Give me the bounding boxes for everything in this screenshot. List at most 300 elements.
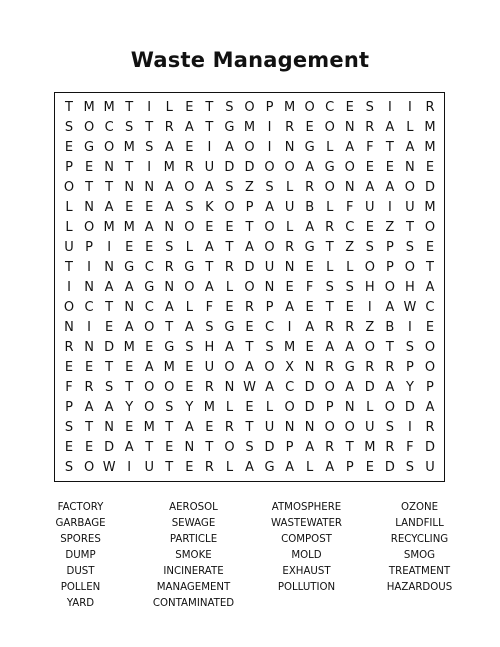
grid-letter[interactable]: O	[264, 360, 275, 376]
grid-letter[interactable]: E	[64, 139, 74, 155]
grid-letter[interactable]: P	[345, 460, 354, 476]
grid-letter[interactable]: T	[205, 440, 214, 456]
grid-letter[interactable]: D	[224, 159, 235, 175]
grid-letter[interactable]: X	[285, 360, 295, 376]
grid-letter[interactable]: T	[165, 420, 174, 436]
grid-letter[interactable]: T	[325, 239, 334, 255]
grid-letter[interactable]: S	[64, 119, 74, 135]
grid-letter[interactable]: N	[224, 380, 235, 396]
grid-letter[interactable]: M	[364, 440, 376, 456]
grid-letter[interactable]: R	[285, 119, 295, 135]
grid-letter[interactable]: A	[285, 460, 295, 476]
grid-letter[interactable]: G	[324, 159, 335, 175]
grid-letter[interactable]: F	[205, 300, 214, 316]
grid-letter[interactable]: E	[385, 159, 394, 175]
grid-letter[interactable]: R	[425, 99, 435, 115]
grid-letter[interactable]: N	[264, 279, 275, 295]
grid-letter[interactable]: P	[85, 239, 93, 255]
grid-letter[interactable]: T	[125, 99, 134, 115]
grid-letter[interactable]: L	[65, 199, 73, 215]
grid-letter[interactable]: F	[366, 139, 374, 155]
grid-letter[interactable]: T	[125, 380, 134, 396]
grid-letter[interactable]: G	[184, 259, 195, 275]
grid-letter[interactable]: G	[144, 279, 155, 295]
grid-letter[interactable]: O	[344, 420, 355, 436]
grid-letter[interactable]: T	[105, 179, 114, 195]
grid-letter[interactable]: E	[64, 360, 74, 376]
grid-letter[interactable]: H	[364, 279, 375, 295]
grid-letter[interactable]: S	[225, 99, 234, 115]
grid-letter[interactable]: M	[283, 99, 296, 115]
grid-letter[interactable]: M	[203, 400, 215, 416]
grid-letter[interactable]: S	[145, 139, 154, 155]
grid-letter[interactable]: C	[104, 119, 114, 135]
grid-letter[interactable]: D	[104, 440, 115, 456]
grid-letter[interactable]: A	[245, 239, 254, 255]
grid-letter[interactable]: E	[84, 440, 94, 456]
grid-letter[interactable]: I	[147, 99, 152, 115]
grid-letter[interactable]: A	[345, 380, 355, 396]
grid-letter[interactable]: F	[305, 279, 314, 295]
grid-letter[interactable]: D	[364, 380, 375, 396]
grid-letter[interactable]: O	[304, 99, 315, 115]
grid-letter[interactable]: I	[207, 139, 212, 155]
grid-letter[interactable]: A	[345, 340, 355, 356]
grid-letter[interactable]: E	[305, 300, 314, 316]
grid-letter[interactable]: E	[185, 460, 194, 476]
grid-letter[interactable]: N	[144, 179, 155, 195]
grid-letter[interactable]: T	[205, 99, 214, 115]
grid-letter[interactable]: G	[344, 360, 355, 376]
grid-letter[interactable]: E	[425, 239, 435, 255]
grid-letter[interactable]: O	[83, 460, 95, 476]
grid-letter[interactable]: T	[245, 420, 254, 436]
grid-letter[interactable]: A	[164, 300, 174, 316]
grid-letter[interactable]: S	[165, 400, 174, 416]
grid-letter[interactable]: L	[185, 300, 193, 316]
grid-letter[interactable]: C	[144, 259, 154, 275]
grid-letter[interactable]: U	[405, 199, 415, 215]
grid-letter[interactable]: O	[83, 219, 95, 235]
grid-letter[interactable]: E	[225, 219, 234, 235]
grid-letter[interactable]: R	[224, 259, 234, 275]
grid-letter[interactable]: T	[85, 179, 94, 195]
grid-letter[interactable]: O	[224, 199, 235, 215]
grid-letter[interactable]: A	[425, 400, 435, 416]
grid-letter[interactable]: I	[407, 420, 412, 436]
grid-letter[interactable]: T	[225, 239, 234, 255]
grid-letter[interactable]: O	[424, 219, 436, 235]
grid-letter[interactable]: O	[63, 300, 75, 316]
grid-letter[interactable]: G	[224, 320, 235, 336]
grid-letter[interactable]: T	[325, 300, 334, 316]
grid-letter[interactable]: F	[406, 440, 414, 456]
grid-letter[interactable]: T	[85, 420, 94, 436]
grid-letter[interactable]: A	[265, 380, 274, 396]
grid-letter[interactable]: L	[65, 219, 73, 235]
grid-letter[interactable]: P	[325, 400, 334, 416]
grid-letter[interactable]: T	[165, 460, 174, 476]
grid-letter[interactable]: P	[265, 300, 274, 316]
grid-letter[interactable]: E	[425, 159, 435, 175]
grid-letter[interactable]: P	[385, 259, 394, 275]
grid-letter[interactable]: E	[125, 199, 134, 215]
grid-letter[interactable]: Y	[185, 400, 194, 416]
grid-letter[interactable]: E	[285, 279, 294, 295]
grid-letter[interactable]: N	[405, 159, 415, 175]
grid-letter[interactable]: R	[184, 159, 194, 175]
grid-letter[interactable]: R	[325, 320, 335, 336]
grid-letter[interactable]: Y	[405, 380, 414, 396]
grid-letter[interactable]: G	[304, 139, 315, 155]
grid-letter[interactable]: L	[225, 279, 234, 295]
grid-letter[interactable]: C	[84, 300, 94, 316]
grid-letter[interactable]: E	[84, 159, 94, 175]
grid-letter[interactable]: S	[64, 460, 74, 476]
grid-letter[interactable]: T	[65, 259, 73, 275]
grid-letter[interactable]: M	[103, 219, 115, 235]
grid-letter[interactable]: R	[345, 320, 355, 336]
grid-letter[interactable]: S	[325, 279, 334, 295]
grid-letter[interactable]: O	[264, 159, 275, 175]
grid-letter[interactable]: A	[305, 440, 315, 456]
grid-letter[interactable]: O	[384, 400, 395, 416]
grid-letter[interactable]: T	[165, 320, 174, 336]
grid-letter[interactable]: U	[264, 259, 275, 275]
grid-letter[interactable]: Z	[345, 239, 355, 255]
grid-letter[interactable]: G	[304, 239, 315, 255]
grid-letter[interactable]: B	[385, 320, 395, 336]
grid-letter[interactable]: R	[285, 239, 295, 255]
grid-letter[interactable]: U	[425, 460, 435, 476]
grid-letter[interactable]: N	[184, 440, 195, 456]
grid-letter[interactable]: E	[305, 119, 314, 135]
grid-letter[interactable]: O	[184, 219, 195, 235]
grid-letter[interactable]: A	[425, 279, 435, 295]
grid-letter[interactable]: A	[305, 320, 315, 336]
grid-letter[interactable]: R	[224, 420, 234, 436]
grid-letter[interactable]: O	[244, 279, 255, 295]
grid-letter[interactable]: A	[305, 219, 315, 235]
grid-letter[interactable]: H	[405, 279, 415, 295]
grid-letter[interactable]: P	[426, 380, 434, 396]
grid-letter[interactable]: S	[104, 380, 114, 396]
grid-letter[interactable]: A	[144, 219, 154, 235]
grid-letter[interactable]: O	[264, 219, 275, 235]
grid-letter[interactable]: E	[245, 320, 254, 336]
grid-letter[interactable]: Z	[245, 179, 254, 195]
grid-letter[interactable]: A	[104, 400, 114, 416]
grid-letter[interactable]: T	[105, 300, 114, 316]
grid-letter[interactable]: D	[244, 259, 255, 275]
grid-letter[interactable]: L	[346, 259, 354, 275]
grid-letter[interactable]: A	[325, 460, 335, 476]
grid-letter[interactable]: S	[64, 420, 74, 436]
grid-letter[interactable]: L	[326, 259, 334, 275]
grid-letter[interactable]: R	[365, 360, 375, 376]
grid-letter[interactable]: T	[145, 119, 154, 135]
grid-letter[interactable]: R	[305, 179, 315, 195]
grid-letter[interactable]: A	[365, 179, 375, 195]
grid-letter[interactable]: O	[83, 119, 95, 135]
grid-letter[interactable]: A	[405, 139, 415, 155]
grid-letter[interactable]: E	[84, 360, 94, 376]
grid-letter[interactable]: E	[305, 340, 314, 356]
grid-letter[interactable]: O	[144, 400, 155, 416]
grid-letter[interactable]: O	[424, 340, 436, 356]
grid-letter[interactable]: D	[424, 179, 435, 195]
grid-letter[interactable]: R	[164, 119, 174, 135]
grid-letter[interactable]: S	[165, 239, 174, 255]
grid-letter[interactable]: A	[164, 179, 174, 195]
grid-letter[interactable]: L	[306, 460, 314, 476]
grid-letter[interactable]: F	[346, 199, 354, 215]
grid-letter[interactable]: R	[204, 380, 214, 396]
grid-letter[interactable]: L	[285, 219, 294, 235]
grid-letter[interactable]: G	[84, 139, 95, 155]
grid-letter[interactable]: A	[305, 159, 315, 175]
grid-letter[interactable]: O	[144, 320, 155, 336]
grid-letter[interactable]: L	[406, 119, 414, 135]
grid-letter[interactable]: U	[365, 199, 375, 215]
grid-letter[interactable]: A	[385, 300, 395, 316]
grid-letter[interactable]: E	[205, 420, 214, 436]
grid-letter[interactable]: O	[324, 380, 335, 396]
grid-letter[interactable]: R	[425, 420, 435, 436]
grid-letter[interactable]: S	[265, 340, 274, 356]
grid-letter[interactable]: O	[344, 159, 355, 175]
grid-letter[interactable]: R	[204, 460, 214, 476]
grid-letter[interactable]: E	[125, 239, 134, 255]
grid-letter[interactable]: L	[366, 400, 374, 416]
grid-letter[interactable]: P	[385, 239, 394, 255]
grid-letter[interactable]: T	[245, 219, 254, 235]
grid-letter[interactable]: C	[144, 300, 154, 316]
grid-letter[interactable]: D	[264, 440, 275, 456]
grid-letter[interactable]: E	[365, 159, 374, 175]
grid-letter[interactable]: E	[185, 380, 194, 396]
grid-letter[interactable]: I	[367, 300, 372, 316]
grid-letter[interactable]: O	[104, 139, 115, 155]
grid-letter[interactable]: D	[244, 159, 255, 175]
grid-letter[interactable]: N	[64, 320, 74, 336]
grid-letter[interactable]: D	[304, 400, 315, 416]
grid-letter[interactable]: A	[285, 300, 295, 316]
grid-letter[interactable]: A	[204, 239, 214, 255]
grid-letter[interactable]: A	[385, 179, 395, 195]
grid-letter[interactable]: I	[387, 199, 392, 215]
grid-letter[interactable]: I	[387, 99, 392, 115]
grid-letter[interactable]: T	[385, 340, 394, 356]
grid-letter[interactable]: L	[225, 460, 234, 476]
grid-letter[interactable]: M	[163, 360, 175, 376]
grid-letter[interactable]: E	[345, 99, 354, 115]
grid-letter[interactable]: T	[205, 259, 214, 275]
grid-letter[interactable]: A	[104, 199, 114, 215]
grid-letter[interactable]: P	[65, 159, 73, 175]
grid-letter[interactable]: S	[405, 239, 415, 255]
grid-letter[interactable]: D	[104, 340, 115, 356]
grid-letter[interactable]: B	[305, 199, 315, 215]
grid-letter[interactable]: I	[107, 239, 112, 255]
grid-letter[interactable]: T	[205, 119, 214, 135]
grid-letter[interactable]: O	[284, 159, 295, 175]
grid-letter[interactable]: T	[125, 159, 134, 175]
grid-letter[interactable]: E	[225, 300, 234, 316]
grid-letter[interactable]: N	[104, 159, 114, 175]
grid-letter[interactable]: E	[305, 259, 314, 275]
grid-letter[interactable]: I	[147, 159, 152, 175]
grid-letter[interactable]: G	[224, 119, 235, 135]
grid-letter[interactable]: M	[143, 420, 155, 436]
grid-letter[interactable]: I	[87, 320, 91, 336]
grid-letter[interactable]: E	[125, 420, 134, 436]
grid-letter[interactable]: I	[407, 99, 412, 115]
grid-letter[interactable]: U	[365, 420, 375, 436]
grid-letter[interactable]: S	[125, 119, 134, 135]
grid-letter[interactable]: N	[124, 179, 135, 195]
grid-letter[interactable]: R	[164, 259, 174, 275]
grid-letter[interactable]: I	[407, 320, 412, 336]
grid-letter[interactable]: L	[326, 139, 334, 155]
grid-letter[interactable]: S	[245, 440, 254, 456]
grid-letter[interactable]: I	[287, 320, 292, 336]
grid-letter[interactable]: A	[124, 279, 134, 295]
grid-letter[interactable]: M	[123, 139, 135, 155]
grid-letter[interactable]: C	[425, 300, 435, 316]
grid-letter[interactable]: L	[225, 400, 234, 416]
grid-letter[interactable]: D	[304, 380, 315, 396]
grid-letter[interactable]: N	[124, 300, 135, 316]
grid-letter[interactable]: N	[304, 360, 315, 376]
grid-letter[interactable]: P	[265, 99, 274, 115]
grid-letter[interactable]: S	[225, 179, 234, 195]
grid-letter[interactable]: D	[384, 460, 395, 476]
grid-letter[interactable]: A	[385, 380, 395, 396]
grid-letter[interactable]: E	[145, 340, 154, 356]
grid-letter[interactable]: M	[103, 99, 115, 115]
grid-letter[interactable]: A	[144, 360, 154, 376]
grid-letter[interactable]: F	[65, 380, 73, 396]
grid-letter[interactable]: S	[405, 460, 415, 476]
grid-letter[interactable]: R	[325, 440, 335, 456]
grid-letter[interactable]: S	[385, 420, 394, 436]
grid-letter[interactable]: E	[145, 199, 154, 215]
grid-letter[interactable]: I	[87, 259, 91, 275]
grid-letter[interactable]: R	[64, 340, 74, 356]
grid-letter[interactable]: N	[284, 259, 295, 275]
grid-letter[interactable]: W	[102, 460, 116, 476]
grid-letter[interactable]: E	[125, 360, 134, 376]
grid-letter[interactable]: M	[243, 119, 256, 135]
grid-letter[interactable]: N	[304, 420, 315, 436]
grid-letter[interactable]: N	[84, 279, 94, 295]
grid-letter[interactable]: E	[165, 440, 174, 456]
grid-letter[interactable]: O	[244, 139, 255, 155]
grid-letter[interactable]: R	[365, 119, 375, 135]
grid-letter[interactable]: A	[204, 179, 214, 195]
grid-letter[interactable]: T	[425, 259, 434, 275]
grid-letter[interactable]: N	[84, 340, 94, 356]
grid-letter[interactable]: T	[105, 360, 114, 376]
grid-letter[interactable]: G	[264, 460, 275, 476]
grid-letter[interactable]: O	[384, 279, 395, 295]
grid-letter[interactable]: D	[404, 400, 415, 416]
grid-letter[interactable]: I	[267, 119, 272, 135]
grid-letter[interactable]: Z	[385, 219, 395, 235]
grid-letter[interactable]: P	[285, 440, 294, 456]
grid-letter[interactable]: Y	[125, 400, 134, 416]
grid-letter[interactable]: O	[324, 179, 335, 195]
grid-letter[interactable]: N	[284, 420, 295, 436]
grid-letter[interactable]: G	[124, 259, 135, 275]
grid-letter[interactable]: E	[245, 400, 254, 416]
grid-letter[interactable]: S	[265, 179, 274, 195]
grid-letter[interactable]: U	[204, 360, 215, 376]
grid-letter[interactable]: E	[365, 219, 374, 235]
grid-letter[interactable]: O	[164, 380, 175, 396]
grid-letter[interactable]: P	[405, 360, 414, 376]
grid-letter[interactable]: O	[364, 259, 375, 275]
grid-letter[interactable]: E	[365, 460, 374, 476]
grid-letter[interactable]: A	[164, 199, 174, 215]
grid-letter[interactable]: R	[84, 380, 94, 396]
grid-letter[interactable]: O	[364, 340, 375, 356]
grid-letter[interactable]: O	[224, 440, 235, 456]
grid-letter[interactable]: N	[344, 119, 355, 135]
grid-letter[interactable]: N	[284, 139, 295, 155]
grid-letter[interactable]: A	[345, 139, 355, 155]
grid-letter[interactable]: T	[245, 340, 254, 356]
grid-letter[interactable]: C	[325, 99, 335, 115]
grid-letter[interactable]: O	[224, 360, 235, 376]
grid-letter[interactable]: O	[244, 99, 255, 115]
grid-letter[interactable]: S	[365, 239, 374, 255]
grid-letter[interactable]: M	[123, 340, 135, 356]
grid-letter[interactable]: N	[344, 179, 355, 195]
grid-letter[interactable]: L	[285, 179, 294, 195]
grid-letter[interactable]: C	[265, 320, 275, 336]
grid-letter[interactable]: S	[405, 340, 415, 356]
grid-letter[interactable]: Z	[365, 320, 375, 336]
grid-letter[interactable]: T	[65, 99, 73, 115]
grid-letter[interactable]: A	[245, 360, 254, 376]
grid-letter[interactable]: A	[104, 279, 114, 295]
grid-letter[interactable]: T	[385, 139, 394, 155]
grid-letter[interactable]: A	[325, 340, 335, 356]
grid-letter[interactable]: A	[245, 460, 254, 476]
grid-letter[interactable]: A	[164, 139, 174, 155]
grid-letter[interactable]: O	[324, 119, 335, 135]
grid-letter[interactable]: A	[84, 400, 94, 416]
grid-letter[interactable]: M	[283, 340, 296, 356]
grid-letter[interactable]: S	[185, 340, 194, 356]
grid-letter[interactable]: L	[326, 199, 334, 215]
grid-letter[interactable]: M	[123, 219, 135, 235]
grid-letter[interactable]: R	[325, 360, 335, 376]
grid-letter[interactable]: P	[65, 400, 73, 416]
grid-letter[interactable]: K	[205, 199, 214, 215]
grid-letter[interactable]: O	[404, 259, 416, 275]
grid-letter[interactable]: M	[424, 119, 436, 135]
grid-letter[interactable]: E	[345, 300, 354, 316]
grid-letter[interactable]: W	[243, 380, 256, 396]
grid-letter[interactable]: S	[185, 199, 194, 215]
grid-letter[interactable]: N	[164, 279, 175, 295]
grid-letter[interactable]: A	[385, 119, 395, 135]
grid-letter[interactable]: E	[64, 440, 74, 456]
grid-letter[interactable]: H	[204, 340, 215, 356]
